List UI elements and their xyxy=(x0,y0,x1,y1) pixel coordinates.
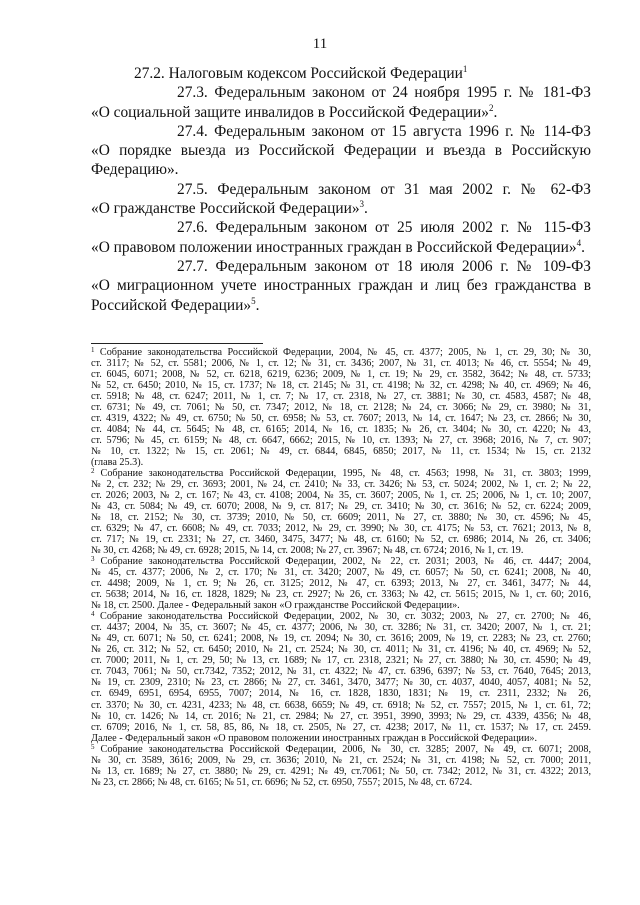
footnote-text: Собрание законодательства Российской Федерации, 2004, № 45, ст. 4377; 2005, № 1, ст. 29, 30; № 30, xyxy=(99,347,592,358)
footnote-text: Собрание законодательства Российской Федерации, 1995, № 48, ст. 4563; 1998, № 31, ст. 3803; 1999, xyxy=(100,468,591,480)
footnote-line xyxy=(91,622,591,633)
footnote-ref: 2 xyxy=(489,102,494,113)
footnote-line xyxy=(91,711,591,722)
footnote-line xyxy=(91,611,591,622)
footnote-line xyxy=(91,391,591,402)
footnote-line xyxy=(91,766,591,777)
footnote-text: № 49, ст. 6071; № 50, ст. 6241; 2008, № 19, ст. 2094; № 30, ст. 3616; 2009, № 19, ст. 2283; № 23, ст. 2760; xyxy=(91,633,591,645)
footnote-line xyxy=(91,479,591,490)
footnote-text: ст. 7000; 2011, № 1, ст. 29, 50; № 13, ст. 1689; № 17, ст. 2318, 2321; № 27, ст. 3880; № 30, ст. 4590; № 49, xyxy=(91,655,591,667)
footnote-line xyxy=(91,424,591,435)
footnote-text: № 18, ст. 2152; № 30, ст. 3739; 2010, № 50, ст. 6609; 2011, № 27, ст. 3880; № 30, ст. 4596; № 45, xyxy=(91,512,591,524)
footnote-text: ст. 7043, 7061; № 50, ст.7342, 7352; 2012, № 31, ст. 4322; № 47, ст. 6396, 6397; № 53, ст. 7640, 7645; 2013, xyxy=(91,666,591,678)
footnote-text: ст. 6709; 2016, № 1, ст. 58, 85, 86, № 18, ст. 2505, № 27, ст. 4238; 2017, № 11, ст. 1537; № 17, ст. 2459. xyxy=(91,721,591,733)
footnote-line xyxy=(91,688,591,699)
footnote-text: ст. 4319, 4322; № 49, ст. 6750; № 50, ст. 6958; № 53, ст. 7607; 2013, № 14, ст. 1647; № 23, ст. 2866; № 30, xyxy=(91,413,591,425)
footnote-line xyxy=(91,534,591,545)
footnote-text: № 45, ст. 4377; 2006, № 2, ст. 170; № 31, ст. 3420; 2007, № 49, ст. 6057; № 50, ст. 6241; 2008, № 40, xyxy=(91,567,591,579)
footnote-line xyxy=(91,589,591,600)
footnote-text: ст. 5918; № 48, ст. 6247; 2011, № 1, ст. 7; № 17, ст. 2318, № 27, ст. 3881; № 30, ст. 4583, 4587; № 48, xyxy=(91,391,591,403)
footnote-text: № 30, ст. 4268; № 49, ст. 6928; 2015, № 14, ст. 2008; № 27, ст. 3967; № 48, ст. 6724; 2016, № 1, ст. 19. xyxy=(91,545,524,557)
footnote-text: № 43, ст. 5084; № 49, ст. 6070; 2008, № 9, ст. 817; № 29, ст. 3410; № 30, ст. 3616; № 52, ст. 6224; 2009, xyxy=(91,501,591,513)
footnote-line xyxy=(91,446,591,457)
footnote-text: № 52, ст. 6450; 2010, № 15, ст. 1737; № 18, ст. 2145; № 31, ст. 4198; № 32, ст. 4298; № 40, ст. 4969; № 46, xyxy=(91,380,591,392)
footnote-text: ст. 5638; 2014, № 16, ст. 1828, 1829; № 23, ст. 2927; № 26, ст. 3363; № 42, ст. 5615; 2015, № 1, ст. 60; 2016, xyxy=(91,589,591,601)
footnote-line xyxy=(91,512,591,523)
footnote-text: ст. 3117; № 52, ст. 5581; 2006, № 1, ст. 12; № 31, ст. 3436; 2007, № 31, ст. 4013; № 46, ст. 5554; № 49, xyxy=(91,358,591,370)
item-27-6: 27.6. Федеральным законом от 25 июля 2002 г. № 115-ФЗ «О правовом положении иностранных граждан в Российской Федерации»$^4$. xyxy=(91,219,591,256)
footnote-text: ст. 6045, 6071; 2008, № 52, ст. 6218, 6219, 6236; 2009, № 1, ст. 19; № 29, ст. 3582, 3642; № 48, ст. 5733; xyxy=(91,369,591,381)
footnote-mark: 2 xyxy=(91,467,95,476)
footnote-mark: 4 xyxy=(91,610,95,619)
footnote-line xyxy=(91,744,591,755)
footnote-4 xyxy=(91,611,591,743)
footnote-text: Собрание законодательства Российской Федерации, 2006, № 30, ст. 3285; 2007, № 49, ст. 6071; 2008, xyxy=(100,743,591,755)
footnote-line xyxy=(91,655,591,666)
footnote-text: № 10, ст. 1322; № 15, ст. 2061; № 49, ст. 6844, 6845, 6850; 2017, № 11, ст. 1534; № 15, ст. 2132 xyxy=(91,446,591,458)
footnote-text: № 18, ст. 2500. Далее - Федеральный закон «О гражданстве Российской Федерации». xyxy=(91,600,460,612)
footnote-text: ст. 2026; 2003, № 2, ст. 167; № 43, ст. 4108; 2004, № 35, ст. 3607; 2005, № 1, ст. 25; 2006, № 1, ст. 10; 2007, xyxy=(91,490,591,502)
footnote-line xyxy=(91,501,591,512)
footnote-text: ст. 6731; № 49, ст. 7061; № 50, ст. 7347; 2012, № 18, ст. 2128; № 24, ст. 3066; № 29, ст. 3980; № 31, xyxy=(91,402,591,414)
footnote-text: № 19, ст. 2309, 2310; № 23, ст. 2866; № 27, ст. 3461, 3470, 3477; № 30, ст. 4037, 4040, 4057, 4081; № 52, xyxy=(91,677,591,689)
footnote-text: ст. 4437; 2004, № 35, ст. 3607; № 45, ст. 4377; 2006, № 30, ст. 3286; № 31, ст. 3420; 2007, № 1, ст. 21; xyxy=(91,622,591,634)
footnote-text: ст. 5796; № 45, ст. 6159; № 48, ст. 6647, 6662; 2015, № 10, ст. 1393; № 27, ст. 3968; 2016, № 7, ст. 907; xyxy=(91,435,591,447)
footnote-line xyxy=(91,600,591,611)
footnote-ref: 4 xyxy=(576,237,582,248)
footnote-text: Собрание законодательства Российской Федерации, 2002, № 22, ст. 2031; 2003, № 46, ст. 4447; 2004, xyxy=(100,556,591,568)
footnote-line xyxy=(91,755,591,766)
item-heading: 27.5. Федеральным законом от 31 мая 2002 г. № 62-ФЗ xyxy=(177,180,591,198)
item-27-4 xyxy=(91,122,591,180)
footnote-line xyxy=(91,556,591,567)
item-title: «О правовом положении иностранных граждан в Российской Федерации» xyxy=(91,238,577,256)
footnote-5 xyxy=(91,744,591,788)
footnote-line xyxy=(91,457,591,468)
footnote-line xyxy=(91,722,591,733)
footnote-line xyxy=(91,644,591,655)
footnote-1 xyxy=(91,347,591,468)
footnote-line xyxy=(91,777,591,788)
footnote-text: № 10, ст. 1426; № 14, ст. 2016; № 21, ст. 2984; № 27, ст. 3951, 3990, 3993; № 29, ст. 4339, 4356; № 48, xyxy=(91,710,591,722)
item-27-2 xyxy=(91,64,591,83)
item-heading: 27.6. Федеральным законом от 25 июля 2002 г. № 115-ФЗ xyxy=(177,219,591,237)
footnote-line xyxy=(91,567,591,578)
footnote-text: ст. 717; № 19, ст. 2331; № 27, ст. 3460, 3475, 3477; № 48, ст. 6160; № 52, ст. 6986; 2014, № 26, ст. 3406; xyxy=(91,534,591,546)
footnote-mark: 3 xyxy=(91,555,95,564)
footnote-ref: 1 xyxy=(462,64,468,74)
main-text xyxy=(91,64,591,315)
footnote-2 xyxy=(91,468,591,556)
item-title: «О социальной защите инвалидов в Российской Федерации» xyxy=(91,103,489,121)
footnote-line xyxy=(91,347,591,358)
footnote-line xyxy=(91,666,591,677)
footnote-line xyxy=(91,700,591,711)
footnote-text: ст. 6949, 6951, 6954, 6955, 7007; 2014, № 16, ст. 1828, 1830, 1831; № 19, ст. 2311, 2332; № 26, xyxy=(91,688,591,700)
footnote-line xyxy=(91,633,591,644)
footnote-text: Далее - Федеральный закон «О правовом положении иностранных граждан в Российской Федерации». xyxy=(91,732,538,744)
footnote-line xyxy=(91,545,591,556)
footnote-line xyxy=(91,578,591,589)
footnote-3 xyxy=(91,556,591,611)
footnote-line xyxy=(91,523,591,534)
footnote-text: ст. 4498; 2009, № 1, ст. 9; № 26, ст. 3125; 2012, № 47, ст. 6393; 2013, № 27, ст. 3461, 3477; № 44, xyxy=(91,578,591,590)
item-heading: 27.2. Налоговым кодексом Российской Федерации xyxy=(134,65,463,82)
footnote-text: ст. 6329; № 47, ст. 6608; № 49, ст. 7033; 2012, № 29, ст. 3990; № 30, ст. 4175; № 53, ст. 7621; 2013, № 8, xyxy=(91,523,591,535)
footnote-text: № 30, ст. 3589, 3616; 2009, № 29, ст. 3636; 2010, № 21, ст. 2524; № 31, ст. 4198; № 52, ст. 7000; 2011, xyxy=(91,754,591,766)
footnote-text: ст. 4084; № 44, ст. 5645; № 48, ст. 6165; 2014, № 16, ст. 1835; № 26, ст. 3404; № 30, ст. 4220; № 43, xyxy=(91,424,591,436)
footnote-line xyxy=(91,402,591,413)
footnote-mark: 1 xyxy=(91,346,95,354)
item-title: «О миграционном учете иностранных граждан и лиц без гражданства в Российской Федерации» xyxy=(91,277,591,314)
footnote-line xyxy=(91,369,591,380)
footnote-text: (глава 25.3). xyxy=(91,457,144,469)
item-title: «О порядке выезда из Российской Федерации и въезда в Российскую Федерацию». xyxy=(91,142,591,179)
item-heading: 27.7. Федеральным законом от 18 июля 2006 г. № 109-ФЗ xyxy=(177,257,591,275)
footnote-line xyxy=(91,733,591,744)
item-27-3: 27.3. Федеральным законом от 24 ноября 1995 г. № 181-ФЗ «О социальной защите инвалидов в Российской Федерации»$^2$. xyxy=(91,84,591,121)
footnote-text: № 13, ст. 1689; № 27, ст. 3880; № 29, ст. 4291; № 49, ст.7061; № 50, ст. 7342; 2012, № 31, ст. 4322; 2013, xyxy=(91,765,591,777)
footnote-line xyxy=(91,435,591,446)
footnote-line xyxy=(91,380,591,391)
footnote-mark: 5 xyxy=(91,742,95,751)
item-27-5: 27.5. Федеральным законом от 31 мая 2002 г. № 62-ФЗ «О гражданстве Российской Федерации»$^3$. xyxy=(91,180,591,218)
footnotes xyxy=(91,347,591,788)
footnote-line xyxy=(91,490,591,501)
footnote-line xyxy=(91,358,591,369)
item-title: «О гражданстве Российской Федерации» xyxy=(91,200,360,218)
footnote-line xyxy=(91,677,591,688)
footnote-text: Собрание законодательства Российской Федерации, 2002, № 30, ст. 3032; 2003, № 27, ст. 2700; № 46, xyxy=(100,611,591,623)
footnote-ref: 5 xyxy=(251,295,256,306)
footnote-text: ст. 3370; № 30, ст. 4231, 4233; № 48, ст. 6638, 6659; № 49, ст. 6918; № 52, ст. 7557; 2015, № 1, ст. 61, 72; xyxy=(91,699,591,711)
item-27-7: 27.7. Федеральным законом от 18 июля 2006 г. № 109-ФЗ «О миграционном учете иностранных граждан и лиц без гражданства в Российской Федерации»$^5$. xyxy=(91,257,591,314)
footnote-divider xyxy=(91,343,263,344)
item-heading: 27.4. Федеральным законом от 15 августа 1996 г. № 114-ФЗ xyxy=(177,122,591,140)
footnote-text: № 26, ст. 312; № 52, ст. 6450; 2010, № 21, ст. 2524; № 30, ст. 4011; № 31, ст. 4196; № 40, ст. 4969; № 52, xyxy=(91,644,591,656)
footnote-ref: 3 xyxy=(359,199,365,210)
item-heading: 27.3. Федеральным законом от 24 ноября 1995 г. № 181-ФЗ xyxy=(177,84,591,102)
footnote-text: № 2, ст. 232; № 29, ст. 3693; 2001, № 24, ст. 2410; № 33, ст. 3426; № 53, ст. 5024; 2002, № 1, ст. 2; № 22, xyxy=(91,479,591,491)
footnote-text: № 23, ст. 2866; № 48, ст. 6165; № 51, ст. 6696; № 52, ст. 6950, 7557; 2015, № 48, ст. 6724. xyxy=(91,776,473,788)
page-number: 11 xyxy=(312,36,328,52)
footnote-line xyxy=(91,413,591,424)
footnote-line xyxy=(91,468,591,479)
